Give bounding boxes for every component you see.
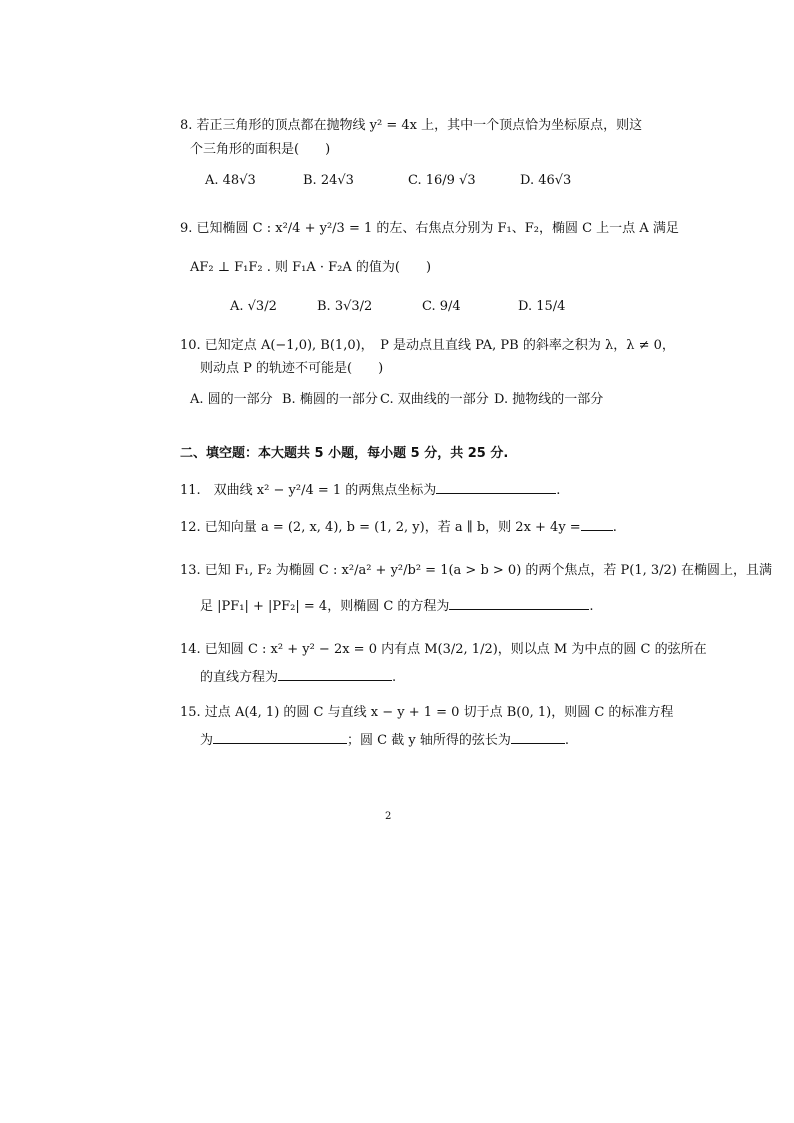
q9-option-b: B. 3√3/2	[317, 299, 373, 314]
q15-blank-2[interactable]	[511, 731, 565, 744]
q14-tail: .	[392, 670, 397, 685]
q8-option-b: B. 24√3	[303, 173, 354, 188]
q15-line1: 15. 过点 A(4, 1) 的圆 C 与直线 x − y + 1 = 0 切于点 B(0, 1)，则圆 C 的标准方程	[180, 705, 674, 720]
q15-text-a: 为	[200, 733, 214, 748]
q13-tail: .	[589, 599, 594, 614]
q15-line2	[200, 731, 569, 747]
q11-line	[180, 481, 560, 497]
q11-tail: .	[556, 483, 561, 498]
q10-line2: 则动点 P 的轨迹不可能是( )	[200, 361, 384, 376]
q12-text: 12. 已知向量 a = (2, x, 4), b = (1, 2, y)，若 a ∥ b，则 2x + 4y =	[180, 520, 581, 535]
q12-blank[interactable]	[581, 518, 613, 531]
q14-text: 的直线方程为	[200, 670, 279, 685]
q8-option-c: C. 16/9 √3	[408, 173, 476, 188]
q9-option-c: C. 9/4	[422, 299, 461, 314]
q9-line1: 9. 已知椭圆 C : x²/4 + y²/3 = 1 的左、右焦点分别为 F₁、F₂，椭圆 C 上一点 A 满足	[180, 221, 679, 236]
q13-line2	[200, 597, 594, 613]
q13-text: 足 |PF₁| + |PF₂| = 4，则椭圆 C 的方程为	[200, 599, 450, 614]
q8-option-d: D. 46√3	[520, 173, 572, 188]
q12-line	[180, 518, 617, 534]
section-two-heading: 二、填空题：本大题共 5 小题，每小题 5 分，共 25 分.	[180, 446, 509, 461]
q13-blank[interactable]	[449, 597, 589, 610]
q8-line2: 个三角形的面积是( )	[190, 142, 331, 157]
q15-text-b: ；圆 C 截 y 轴所得的弦长为	[347, 733, 511, 748]
q9-option-d: D. 15/4	[518, 299, 566, 314]
q9-option-a: A. √3/2	[230, 299, 277, 314]
q10-option-a: A. 圆的一部分	[190, 392, 273, 407]
q10-option-d: D. 抛物线的一部分	[494, 392, 604, 407]
q10-option-b: B. 椭圆的一部分	[282, 392, 378, 407]
q10-line1: 10. 已知定点 A(−1,0), B(1,0)， P 是动点且直线 PA, PB 的斜率之积为 λ，λ ≠ 0，	[180, 338, 675, 353]
page-number: 2	[385, 811, 392, 822]
q10-option-c: C. 双曲线的一部分	[380, 392, 489, 407]
q13-line1: 13. 已知 F₁, F₂ 为椭圆 C : x²/a² + y²/b² = 1(a > b > 0) 的两个焦点，若 P(1, 3/2) 在椭圆上，且满	[180, 563, 773, 578]
q11-blank[interactable]	[436, 481, 556, 494]
q14-line2	[200, 668, 396, 684]
q14-blank[interactable]	[278, 668, 392, 681]
q15-tail: .	[564, 733, 569, 748]
q14-line1: 14. 已知圆 C : x² + y² − 2x = 0 内有点 M(3/2, 1/2)，则以点 M 为中点的圆 C 的弦所在	[180, 642, 707, 657]
q8-option-a: A. 48√3	[205, 173, 256, 188]
q15-blank-1[interactable]	[213, 731, 347, 744]
q11-text: 11. 双曲线 x² − y²/4 = 1 的两焦点坐标为	[180, 483, 437, 498]
q12-tail: .	[612, 520, 617, 535]
q8-line1: 8. 若正三角形的顶点都在抛物线 y² = 4x 上，其中一个顶点恰为坐标原点，则这	[180, 118, 643, 133]
q9-line2: AF₂ ⊥ F₁F₂ . 则 F₁A · F₂A 的值为( )	[190, 260, 432, 275]
